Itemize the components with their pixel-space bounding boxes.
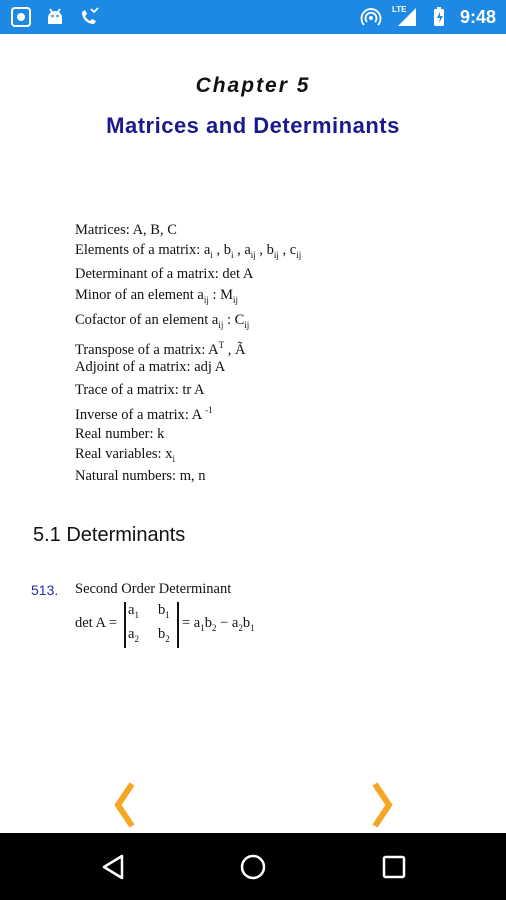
determinant-bar-right <box>177 602 179 648</box>
page-title: Matrices and Determinants <box>106 113 400 138</box>
screen-record-icon <box>10 6 32 28</box>
missed-call-icon <box>78 6 100 28</box>
notation-inverse-label: Inverse of a matrix: <box>75 406 189 423</box>
network-label: LTE <box>391 5 407 14</box>
formula-title: Second Order Determinant <box>75 581 232 597</box>
chevron-left-icon[interactable] <box>110 780 140 830</box>
matrix-cell: $a_1$ <box>128 602 139 620</box>
determinant-bar-left <box>124 602 126 648</box>
clock: 9:48 <box>459 6 496 27</box>
notation-adjoint: Adjoint of a matrix: adj A <box>75 359 226 375</box>
notation-transpose: Transpose of a matrix: $A^T$ , Ã <box>75 340 246 358</box>
notation-transpose-label: Transpose of a matrix: <box>75 341 206 358</box>
formula-rhs: = $a_1b_2 - a_2b_1$ <box>182 615 255 633</box>
matrix-cell: $b_1$ <box>158 602 170 620</box>
notation-elements: Elements of a matrix: $a_i$ , $b_i$ , $a_{ij}$ , $b_{ij}$ , $c_{ij}$ <box>75 242 302 260</box>
formula-lhs: det A = <box>75 615 118 631</box>
formula-rhs-prefix: = a <box>182 615 201 631</box>
matrix-cell: $b_2$ <box>158 626 170 644</box>
notation-inverse: Inverse of a matrix: A $^{-1}$ <box>75 405 213 423</box>
chevron-right-icon[interactable] <box>367 780 397 830</box>
signal-icon <box>392 6 418 28</box>
section-heading: 5.1 Determinants <box>33 524 186 546</box>
notation-cofactor: Cofactor of an element $a_{ij}$ : $C_{ij}$ <box>75 312 250 330</box>
status-bar <box>0 0 506 34</box>
notation-real-number: Real number: k <box>75 426 165 442</box>
notation-natural-numbers: Natural numbers: m, n <box>75 468 206 484</box>
notation-real-variables: Real variables: $x_i$ <box>75 446 175 464</box>
notation-minor-label: Minor of an element <box>75 287 194 303</box>
formula-number: 513. <box>31 582 59 598</box>
chapter-label: Chapter 5 <box>195 74 311 97</box>
recents-icon[interactable] <box>377 850 411 884</box>
notation-elements-label: Elements of a matrix: <box>75 242 201 258</box>
notation-determinant: Determinant of a matrix: det A <box>75 266 254 282</box>
battery-icon <box>428 6 450 28</box>
back-icon[interactable] <box>96 850 130 884</box>
hotspot-icon <box>360 6 382 28</box>
notation-real-variables-label: Real variables: <box>75 446 162 462</box>
matrix-cell: $a_2$ <box>128 626 139 644</box>
notation-cofactor-label: Cofactor of an element <box>75 312 209 328</box>
notation-minor: Minor of an element $a_{ij}$ : $M_{ij}$ <box>75 287 239 305</box>
system-navigation-bar <box>0 833 506 900</box>
home-icon[interactable] <box>236 850 270 884</box>
notation-matrices: Matrices: A, B, C <box>75 222 177 238</box>
notation-trace: Trace of a matrix: tr A <box>75 382 205 398</box>
android-debug-icon <box>44 6 66 28</box>
